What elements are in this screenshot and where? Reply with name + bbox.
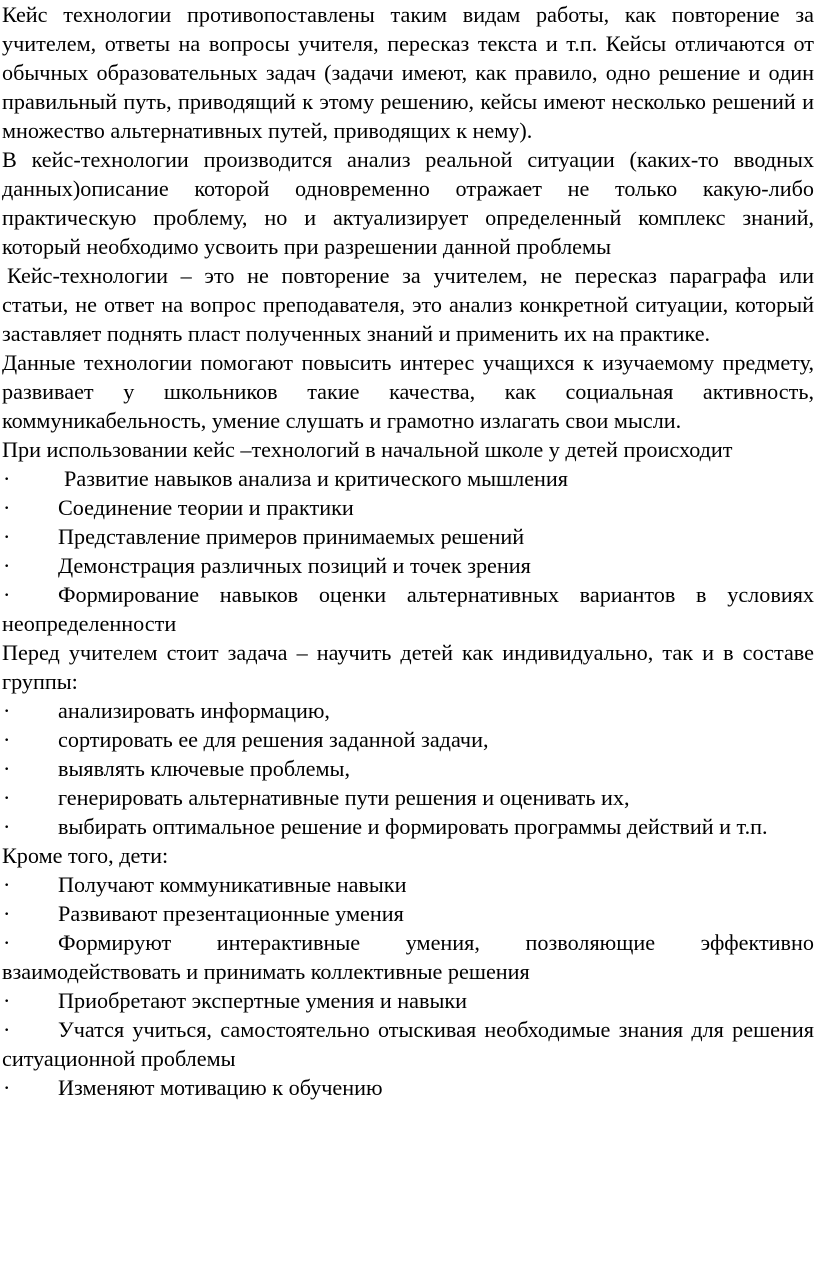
bullet-mark: · [3,756,11,781]
bullet-mark: · [3,524,11,549]
list-item-text: анализировать информацию, [58,698,330,723]
bullet-mark: · [3,814,11,839]
list-item [2,696,814,725]
list-item-text: Приобретают экспертные умения и навыки [58,988,468,1013]
list-item-text: генерировать альтернативные пути решения и оценивать их, [58,785,630,810]
list-item [2,464,814,493]
list-teacher-skills [2,696,814,841]
list-item [2,580,814,638]
list-item [2,870,814,899]
list-item-text: Демонстрация различных позиций и точек зрения [58,553,531,578]
list-item [2,986,814,1015]
list-item [2,754,814,783]
bullet-mark: · [3,495,11,520]
list-item-text: Получают коммуникативные навыки [58,872,407,897]
list-development-outcomes [2,464,814,638]
paragraph-case-definition: Кейс-технологии – это не повторение за учителем, не пересказ параграфа или статьи, не ответ на вопрос преподавателя, это анализ конкретной ситуации, который заставляет поднять пласт полученных знаний и применить их на практике. [2,263,814,346]
bullet-mark: · [3,785,11,810]
bullet-mark: · [3,872,11,897]
bullet-mark: · [3,466,11,491]
list-item-text: выявлять ключевые проблемы, [58,756,350,781]
list-item-text: сортировать ее для решения заданной задачи, [58,727,489,752]
paragraph-besides: Кроме того, дети: [2,843,169,868]
list-item [2,1073,814,1102]
bullet-mark: · [3,1017,11,1042]
bullet-mark: · [3,901,11,926]
list-item [2,928,814,986]
list-item-text: Развитие навыков анализа и критического мышления [64,466,568,491]
bullet-mark: · [3,698,11,723]
list-item-text: выбирать оптимальное решение и формировать программы действий и т.п. [58,814,768,839]
bullet-mark: · [3,553,11,578]
list-item [2,783,814,812]
list-item [2,812,814,841]
list-item-text: Изменяют мотивацию к обучению [58,1075,383,1100]
list-item [2,522,814,551]
list-item-text: Формирование навыков оценки альтернативных вариантов в условиях неопределенности [2,582,814,636]
paragraph-teacher-task: Перед учителем стоит задача – научить детей как индивидуально, так и в составе группы: [2,640,814,694]
bullet-mark: · [3,727,11,752]
list-item-text: Формируют интерактивные умения, позволяющие эффективно взаимодействовать и принимать коллективные решения [2,930,814,984]
bullet-mark: · [3,582,11,607]
list-item [2,493,814,522]
list-item [2,725,814,754]
list-item [2,551,814,580]
list-children-gains [2,870,814,1102]
bullet-mark: · [3,930,11,955]
list-item-text: Представление примеров принимаемых решений [58,524,525,549]
list-item [2,1015,814,1073]
list-item-text: Развивают презентационные умения [58,901,404,926]
paragraph-case-intro: Кейс технологии противопоставлены таким видам работы, как повторение за учителем, ответы на вопросы учителя, пересказ текста и т.п. Кейсы отличаются от обычных образовательных задач (задачи имеют, как правило, одно решение и один правильный путь, приводящий к этому решению, кейсы имеют несколько решений и множество альтернативных путей, приводящих к нему). [2,2,814,143]
paragraph-primary-school: При использовании кейс –технологий в начальной школе у детей происходит [2,437,733,462]
bullet-mark: · [3,1075,11,1100]
list-item-text: Учатся учиться, самостоятельно отыскивая необходимые знания для решения ситуационной проблемы [2,1017,814,1071]
list-item-text: Соединение теории и практики [58,495,354,520]
list-item [2,899,814,928]
bullet-mark: · [3,988,11,1013]
paragraph-case-benefits: Данные технологии помогают повысить интерес учащихся к изучаемому предмету, развивает у школьников такие качества, как социальная активность, коммуникабельность, умение слушать и грамотно излагать свои мысли. [2,350,814,433]
paragraph-case-analysis: В кейс-технологии производится анализ реальной ситуации (каких-то вводных данных)описание которой одновременно отражает не только какую-либо практическую проблему, но и актуализирует определенный комплекс знаний, который необходимо усвоить при разрешении данной проблемы [2,147,814,259]
